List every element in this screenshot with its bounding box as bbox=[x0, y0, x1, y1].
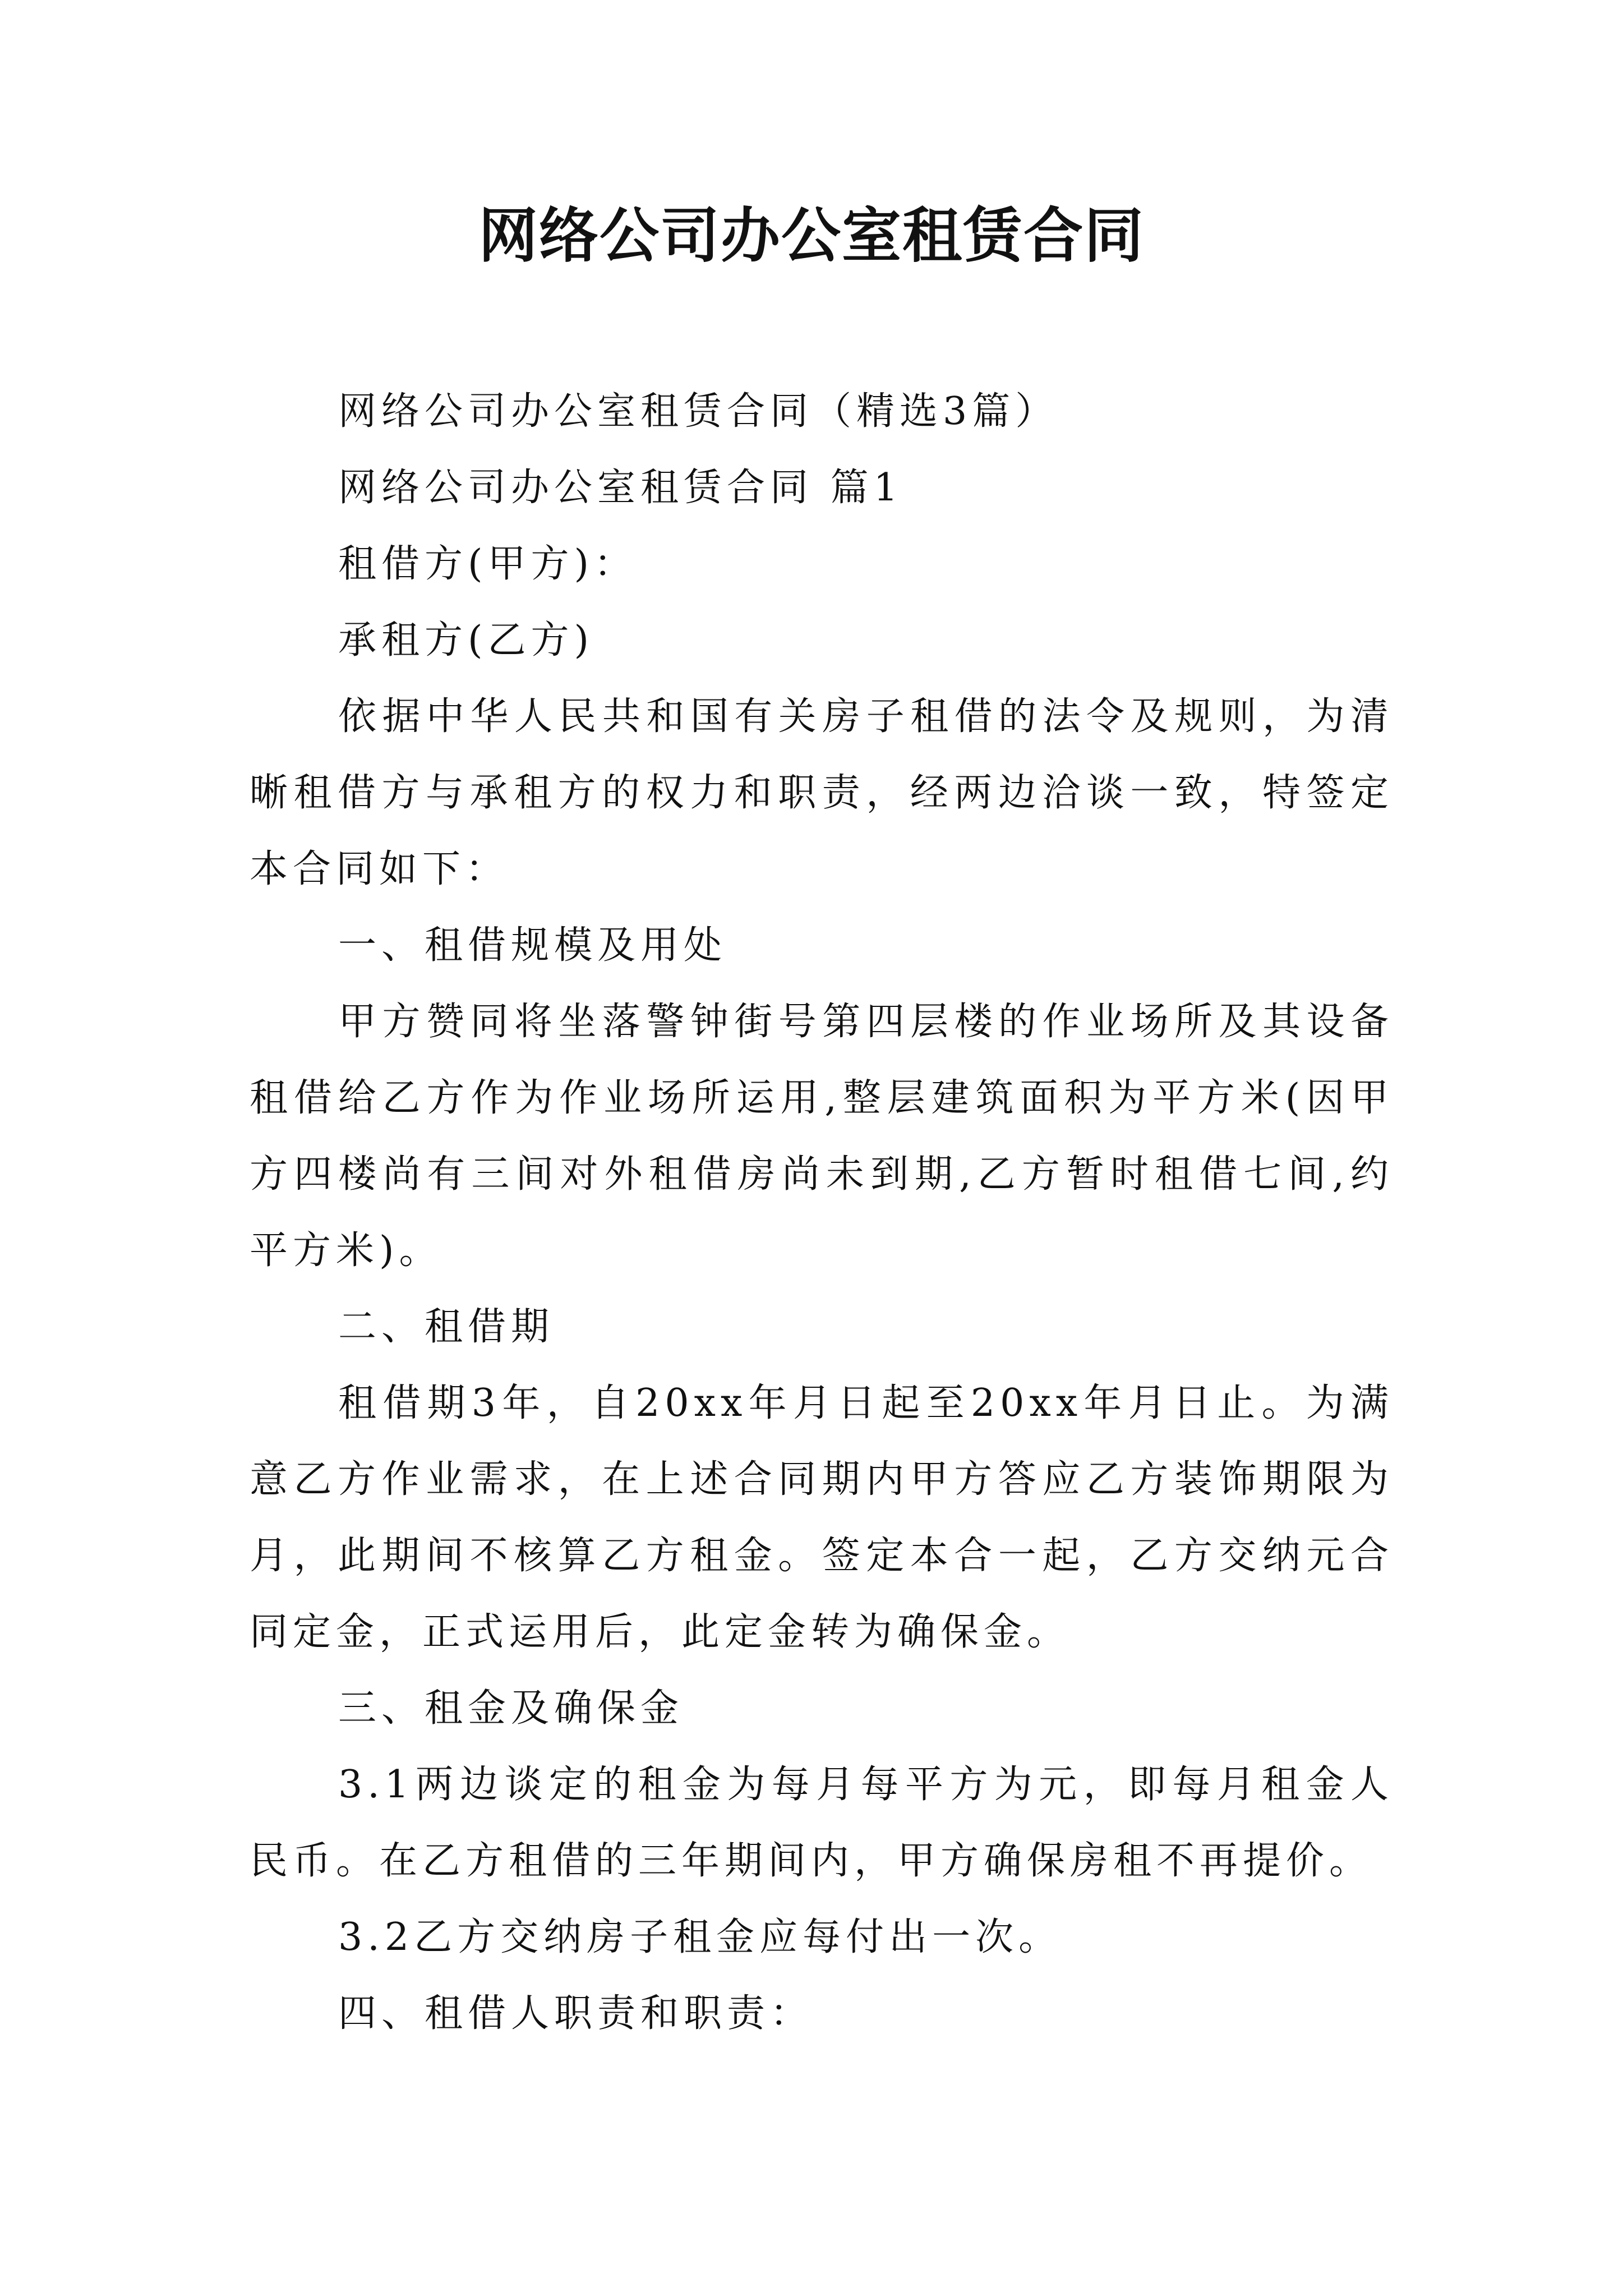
paragraph-subtitle: 网络公司办公室租赁合同（精选3篇） bbox=[338, 389, 1059, 434]
paragraph-lessor: 租借方(甲方)： bbox=[338, 542, 638, 586]
paragraph-heading-4: 四、租借人职责和职责： bbox=[338, 1991, 814, 2036]
paragraph-scope: 甲方赞同将坐落警钟街号第四层楼的作业场所及其设备租借给乙方作为作业场所运用,整层建筑面积为平方米(因甲方四楼尚有三间对外租借房尚未到期,乙方暂时租借七间,约平方米)。 bbox=[250, 1000, 1394, 1273]
paragraph-lessee: 承租方(乙方) bbox=[338, 618, 594, 662]
paragraph-rent-3-2: 3.2乙方交纳房子租金应每付出一次。 bbox=[338, 1915, 1062, 1959]
paragraph-section-heading: 网络公司办公室租赁合同 篇1 bbox=[338, 466, 903, 510]
paragraph-preamble: 依据中华人民共和国有关房子租借的法令及规则，为清晰租借方与承租方的权力和职责，经两边洽谈一致，特签定本合同如下： bbox=[250, 694, 1394, 891]
paragraph-rent-3-1: 3.1两边谈定的租金为每月每平方为元，即每月租金人民币。在乙方租借的三年期间内，甲方确保房租不再提价。 bbox=[250, 1763, 1394, 1883]
paragraph-heading-2: 二、租借期 bbox=[338, 1305, 555, 1349]
document-title: 网络公司办公室租赁合同 bbox=[478, 200, 1145, 270]
paragraph-term: 租借期3年，自20xx年月日起至20xx年月日止。为满意乙方作业需求，在上述合同期内甲方答应乙方装饰期限为月，此期间不核算乙方租金。签定本合一起，乙方交纳元合同定金，正式运用后，此定金转为确保金。 bbox=[250, 1381, 1394, 1654]
document-body bbox=[250, 374, 1394, 2052]
paragraph-heading-3: 三、租金及确保金 bbox=[338, 1686, 684, 1731]
paragraph-heading-1: 一、租借规模及用处 bbox=[338, 923, 727, 968]
